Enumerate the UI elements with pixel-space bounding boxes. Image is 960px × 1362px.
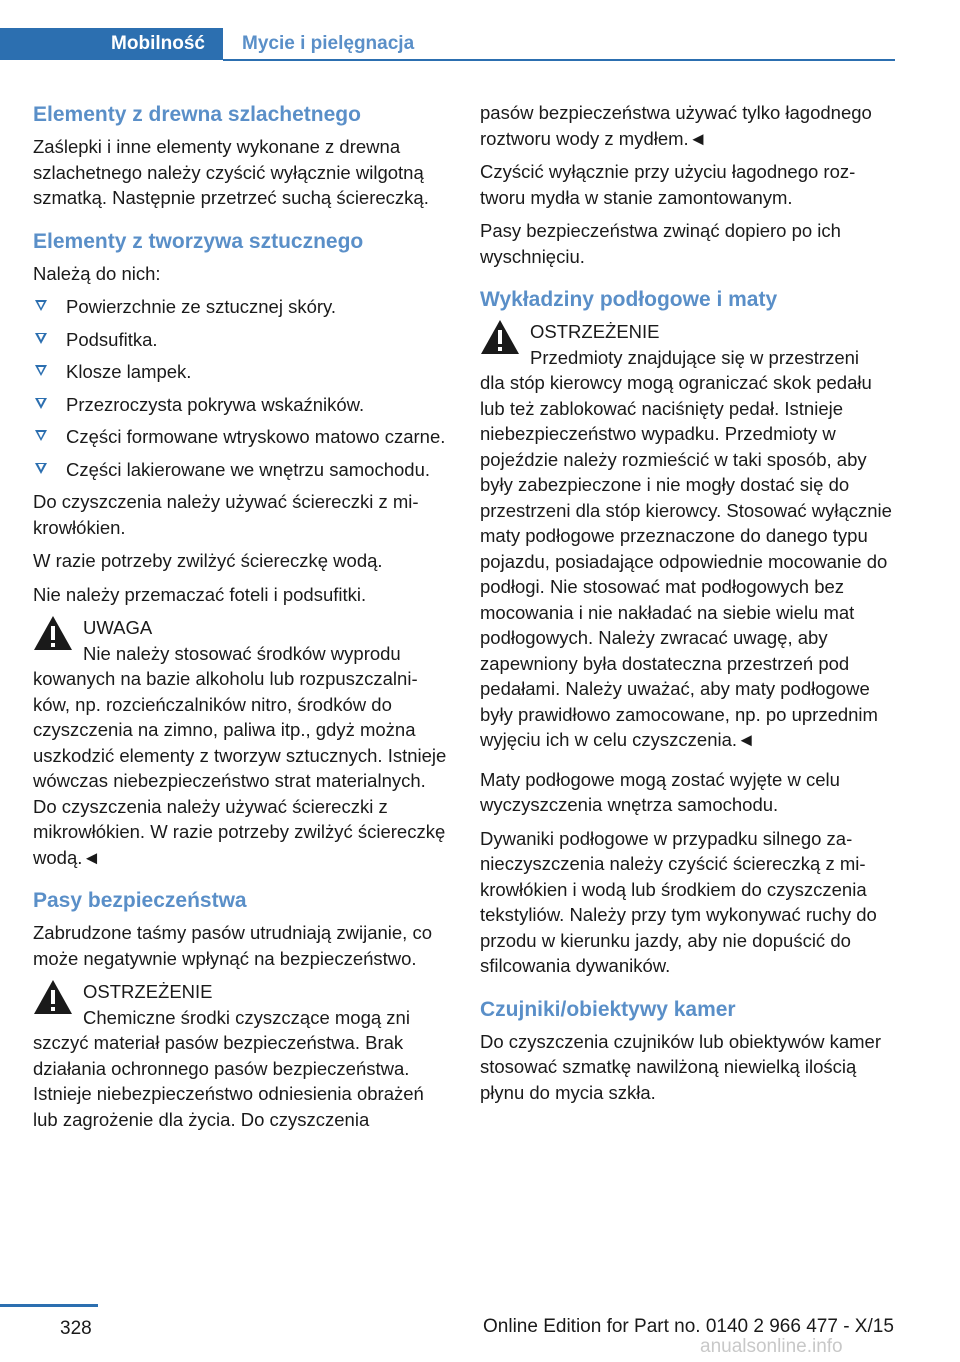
list-item: Podsufitka. <box>33 327 447 353</box>
bullet-triangle-icon <box>35 365 47 376</box>
paragraph-moisten: W razie potrzeby zwilżyć ściereczkę wodą. <box>33 550 383 571</box>
left-column <box>33 100 447 1140</box>
watermark: anualsonline.info <box>700 1336 843 1357</box>
paragraph-wood: Zaślepki i inne elementy wykonane z drewna szlachetnego należy czyścić wyłącznie wilgotną szmatką. Następnie przetrzeć suchą ściereczką. <box>33 136 429 208</box>
bullet-triangle-icon <box>35 430 47 441</box>
caution-text: kowanych na bazie alkoholu lub rozpuszczalników, np. rozcieńczalników nitro, środków do czyszczenia na zimno, paliwa itp., gdyż można uszkodzić elementy z tworzyw sztucznych. Istnieje wówczas niebezpieczeństwo strat materialnych. Do czyszczenia należy używać ściereczki z mikrowłókien. W razie potrzeby zwilżyć ściereczkę wodą.◄ <box>33 668 447 868</box>
paragraph-clean-mounted: Czyścić wyłącznie przy użyciu łagodnego roztworu mydła w stanie zamontowanym. <box>480 161 856 208</box>
heading-belts: Pasy bezpieczeństwa <box>33 889 247 912</box>
caution-title: UWAGA <box>83 617 153 638</box>
warning-triangle-icon <box>33 979 73 1015</box>
bullet-triangle-icon <box>35 398 47 409</box>
page-number: 328 <box>60 1318 92 1339</box>
warning-box <box>480 319 894 753</box>
warning-first-line: Chemiczne środki czyszczące mogą zni <box>83 1006 410 1028</box>
bullet-triangle-icon <box>35 300 47 311</box>
bullet-triangle-icon <box>35 333 47 344</box>
list-item: Części lakierowane we wnętrzu samochodu. <box>33 457 447 483</box>
heading-sensors: Czujniki/obiektywy kamer <box>480 997 736 1021</box>
edition-note: Online Edition for Part no. 0140 2 966 477 - X/15 <box>483 1316 894 1337</box>
paragraph-sensors: Do czyszczenia czujników lub obiektywów kamer stosować szmatkę nawilżoną niewielką ilością płynu do mycia szkła. <box>480 1030 881 1103</box>
tab-washing-care[interactable]: Mycie i pielęgnacja <box>242 33 415 54</box>
plastic-parts-list <box>33 294 447 482</box>
paragraph-roll-up: Pasy bezpieczeństwa zwinąć dopiero po ich wyschnięciu. <box>480 220 841 267</box>
paragraph-mats-removed: Maty podłogowe mogą zostać wyjęte w celu wyczyszczenia wnętrza samochodu. <box>480 768 840 815</box>
right-column <box>480 100 894 1113</box>
paragraph-includes: Należą do nich: <box>33 262 161 284</box>
heading-plastic: Elementy z tworzywa sztucznego <box>33 229 364 253</box>
warning-triangle-icon <box>480 319 520 355</box>
warning-box <box>33 979 447 1132</box>
paragraph-belts: Zabrudzone taśmy pasów utrudniają zwijanie, co może negatywnie wpłynąć na bezpieczeństwo. <box>33 922 432 969</box>
footer-rule <box>0 1304 98 1307</box>
list-item: Klosze lampek. <box>33 359 447 385</box>
bullet-triangle-icon <box>35 463 47 474</box>
list-item: Powierzchnie ze sztucznej skóry. <box>33 294 447 320</box>
heading-wood: Elementy z drewna szlachetnego <box>33 103 361 126</box>
list-item: Przezroczysta pokrywa wskaźników. <box>33 392 447 418</box>
warning-text: szczyć materiał pasów bezpieczeństwa. Brak działania ochronnego pasów bezpieczeństwa. Istnieje niebezpieczeństwo odniesienia obrażeń lub zagrożenie dla życia. Do czyszczenia <box>33 1032 424 1130</box>
warning-first-line: Przedmioty znajdujące się w przestrzeni <box>530 346 860 368</box>
paragraph-belts-continued: pasów bezpieczeństwa używać tylko łagodnego roztworu wody z mydłem.◄ <box>480 102 872 149</box>
tab-mobility[interactable]: Mobilność <box>0 28 223 60</box>
paragraph-no-soak: Nie należy przemaczać foteli i podsufitki. <box>33 583 367 605</box>
caution-first-line: Nie należy stosować środków wyprodu <box>83 642 401 664</box>
heading-floor-mats: Wykładziny podłogowe i maty <box>480 288 778 311</box>
list-item: Części formowane wtryskowo matowo czarne. <box>33 424 447 450</box>
paragraph-rugs: Dywaniki podłogowe w przypadku silnego zanieczyszczenia należy czyścić ściereczką z mikrowłókien i wodą lub środkiem do czyszczenia tekstyliów. Należy przy tym wykonywać ruchy do przodu w kierunku jazdy, aby nie dopuścić do sfilcowania dywaników. <box>480 827 877 976</box>
chapter-tabs <box>0 28 895 60</box>
warning-triangle-icon <box>33 615 73 651</box>
warning-text: dla stóp kierowcy mogą ograniczać skok pedału lub też zablokować naciśnięty pedał. Istnieje niebezpieczeństwo wypadku. Przedmioty w pojeździe należy rozmieścić w taki sposób, aby były zabezpieczone i nie mogły dostać się do przestrzeni dla stóp kierowcy. Stosować wyłącznie maty podłogowe przeznaczone do danego typu pojazdu, posiadające odpowiednie mocowanie do podłogi. Nie stosować mat podłogowych bez mocowania i nie nakładać na siebie wielu mat podłogowych. Należy zwracać uwagę, aby zapewniony była dostateczna przestrzeń pod pedałami. Należy uważać, aby maty podłogowe były prawidłowo zamocowane, np. po uprzednim wyjęciu ich w celu czyszczenia.◄ <box>480 372 892 750</box>
warning-title: OSTRZEŻENIE <box>83 981 213 1002</box>
warning-title: OSTRZEŻENIE <box>530 321 660 342</box>
header-rule <box>223 59 895 61</box>
caution-box <box>33 615 447 870</box>
paragraph-microfiber: Do czyszczenia należy używać ściereczki z mikrowłókien. <box>33 491 419 538</box>
